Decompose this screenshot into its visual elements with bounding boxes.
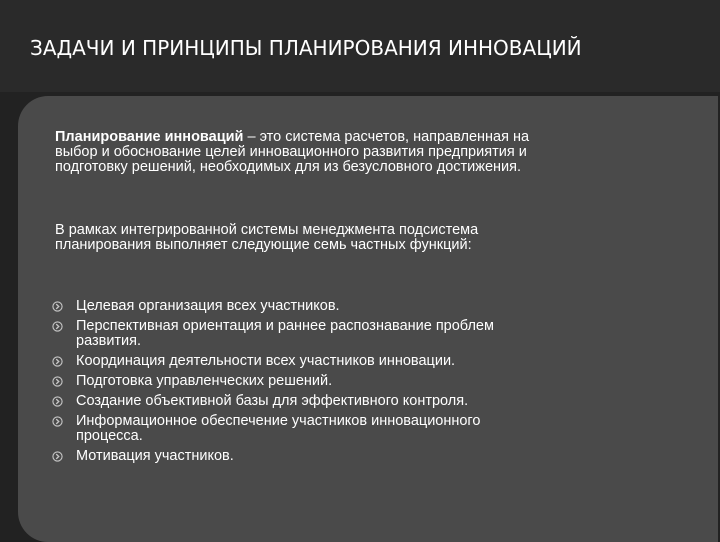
list-item xyxy=(52,374,494,389)
list-item-text-continued: развития. xyxy=(76,332,142,349)
intro-line-1: В рамках интегрированной системы менеджмента подсистема xyxy=(55,222,479,238)
list-item xyxy=(52,319,494,348)
definition-paragraph xyxy=(55,130,529,175)
definition-line-1 xyxy=(55,130,529,145)
circled-arrow-icon xyxy=(52,356,63,367)
list-item xyxy=(52,354,494,369)
circled-arrow-icon xyxy=(52,301,63,312)
circled-arrow-icon xyxy=(52,376,63,387)
definition-term: Планирование инноваций xyxy=(55,129,244,145)
functions-list xyxy=(52,299,494,469)
circled-arrow-icon xyxy=(52,396,63,407)
list-item-text: Создание объективной базы для эффективного контроля. xyxy=(76,392,469,409)
list-item xyxy=(52,449,494,464)
definition-line-3: подготовку решений, необходимых для из безусловного достижения. xyxy=(55,159,521,175)
list-item-text-continued: процесса. xyxy=(76,427,143,444)
list-item-text: Перспективная ориентация и раннее распознавание проблем xyxy=(76,318,494,335)
circled-arrow-icon xyxy=(52,321,63,332)
list-item xyxy=(52,394,494,409)
slide-title: ЗАДАЧИ И ПРИНЦИПЫ ПЛАНИРОВАНИЯ ИННОВАЦИЙ xyxy=(30,36,582,60)
list-item-text: Подготовка управленческих решений. xyxy=(76,372,333,389)
definition-line-1-rest: – это система расчетов, направленная на xyxy=(243,129,530,145)
definition-line-2: выбор и обоснование целей инновационного развития предприятия и xyxy=(55,144,527,160)
circled-arrow-icon xyxy=(52,416,63,427)
list-item-text: Координация деятельности всех участников инновации. xyxy=(76,352,456,369)
list-item xyxy=(52,299,494,314)
list-item xyxy=(52,414,494,443)
list-item-text: Мотивация участников. xyxy=(76,447,234,464)
list-item-text: Целевая организация всех участников. xyxy=(76,298,340,314)
intro-paragraph xyxy=(55,223,478,253)
intro-line-2: планирования выполняет следующие семь частных функций: xyxy=(55,237,472,253)
circled-arrow-icon xyxy=(52,451,63,462)
list-item-text: Информационное обеспечение участников инновационного xyxy=(76,413,481,430)
